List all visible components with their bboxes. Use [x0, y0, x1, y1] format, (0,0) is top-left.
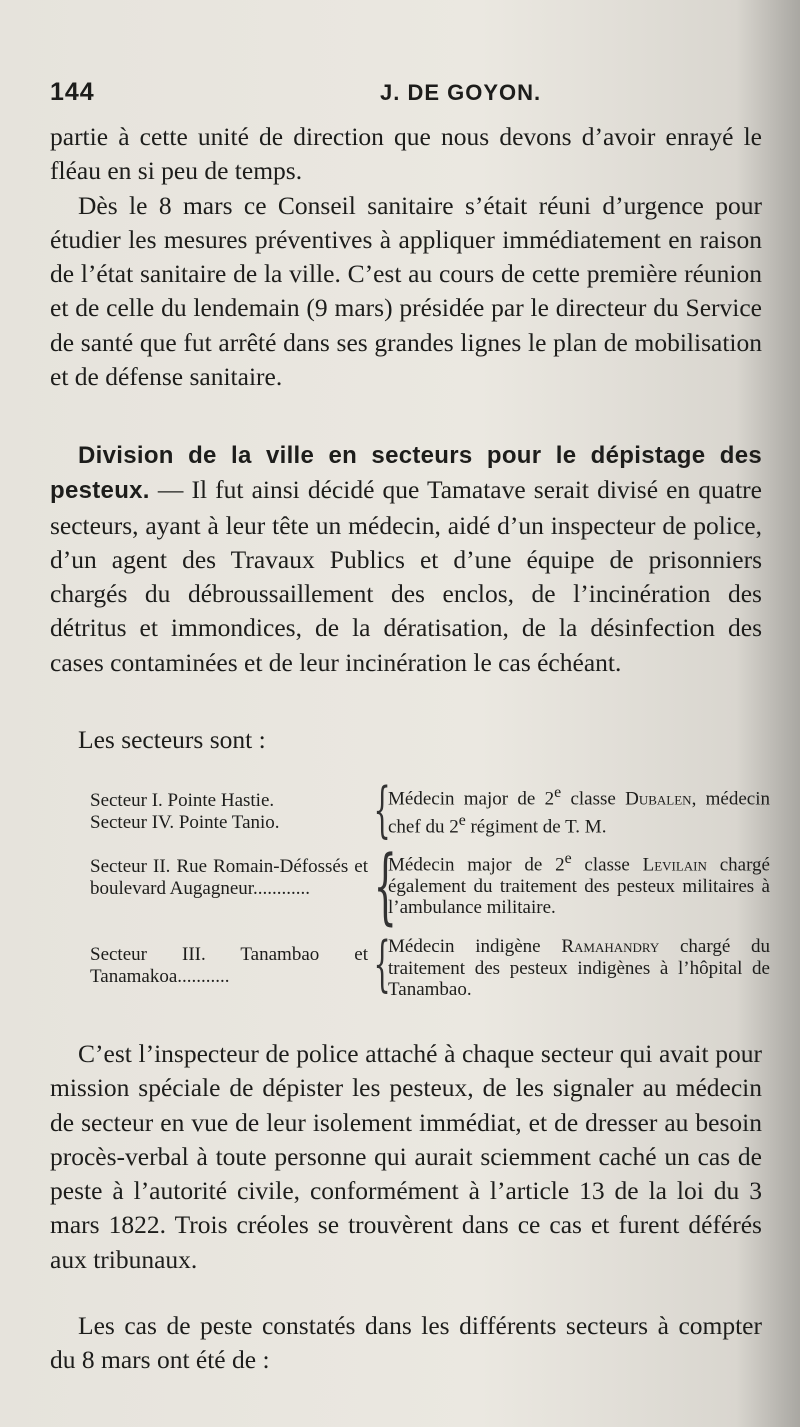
doctor-text: , médecin chef du 2 — [388, 788, 770, 838]
page-number: 144 — [50, 78, 95, 106]
paragraph-3-body: — Il fut ainsi décidé que Tamatave serait divisé en quatre secteurs, ayant à leur tête un médecin, aidé d’un inspecteur de police, d’un agent des Travaux Publics et d’une équipe de prisonniers chargés du débroussaillement des enclos, de l’incinération des détritus et immondices, de la dératisation, de la désinfection des cases contaminées et de leur incinération le cas échéant. — [50, 475, 762, 677]
sector-name-line: Secteur III. Tanambao et Tanamakoa........... — [90, 944, 368, 987]
sector-doctor — [388, 846, 770, 928]
paragraph-5: C’est l’inspecteur de police attaché à chaque secteur qui avait pour mission spéciale de dépister les pesteux, de les signaler au médecin de secteur en vue de leur isolement immédiat, et de dresser au besoin procès-verbal à toute personne qui aurait sciemment caché un cas de peste à l’autorité civile, conformément à l’article 13 de la loi du 3 mars 1822. Trois créoles se trouvèrent dans ce cas et furent déférés aux tribunaux. — [50, 1039, 762, 1274]
superscript: e — [564, 850, 572, 867]
paragraph-6: Les cas de peste constatés dans les différents secteurs à compter du 8 mars ont été de : — [50, 1311, 762, 1375]
paragraph-1-text: partie à cette unité de direction que nous devons d’avoir enrayé le fléau en si peu de temps. — [50, 122, 762, 186]
sector-name-line: Secteur II. Rue Romain-Défossés et boulevard Augagneur............ — [90, 856, 368, 899]
section-title: Division de la ville en secteurs pour le dépistage des pesteux. — [50, 442, 762, 505]
page-header — [50, 78, 756, 114]
doctor-text: Médecin major de 2 — [388, 854, 565, 876]
paragraph-3 — [50, 438, 762, 680]
paragraph-2-text: Dès le 8 mars ce Conseil sanitaire s’était réuni d’urgence pour étudier les mesures préventives à appliquer immédiatement en raison de l’état sanitaire de la ville. C’est au cours de cette première réunion et de celle du lendemain (9 mars) présidée par le directeur du Service de santé que fut arrêté dans ses grandes lignes le plan de mobilisation et de défense sanitaire. — [50, 190, 762, 392]
sector-name-line: Secteur I. Pointe Hastie. — [90, 790, 275, 811]
doctor-name: Levilain — [642, 854, 707, 876]
brace-icon: { — [373, 929, 391, 999]
sector-name — [90, 934, 368, 1001]
doctor-name: Dubalen — [625, 788, 692, 810]
sectors-list — [90, 775, 770, 1007]
doctor-text: Médecin major de 2 — [388, 788, 555, 810]
doctor-text: classe — [561, 788, 626, 810]
doctor-text: régiment de T. M. — [465, 816, 607, 838]
superscript: e — [554, 784, 562, 801]
doctor-text: chargé également du traitement des pesteux militaires à l’ambulance militaire. — [388, 854, 770, 919]
superscript: e — [458, 811, 466, 829]
doctor-text: Médecin indigène — [388, 936, 562, 957]
doctor-text: chargé du traitement des pesteux indigènes à l’hôpital de Tanambao. — [388, 936, 770, 1000]
doctor-name: Ramahandry — [561, 936, 660, 957]
sector-name-line: Secteur IV. Pointe Tanio. — [90, 811, 280, 833]
sector-name — [90, 846, 368, 928]
sector-doctor — [388, 780, 770, 840]
sector-row — [90, 775, 770, 845]
sector-name — [90, 780, 368, 840]
brace-icon: { — [373, 839, 397, 934]
sector-row — [90, 839, 770, 934]
running-head: J. DE GOYON. — [380, 80, 542, 105]
sector-doctor — [388, 934, 770, 1001]
paragraph-1 — [50, 120, 762, 394]
brace-icon: { — [373, 775, 391, 845]
sector-row — [90, 929, 770, 1001]
paragraph-4: Les secteurs sont : — [78, 725, 266, 754]
doctor-text: classe — [571, 854, 643, 876]
